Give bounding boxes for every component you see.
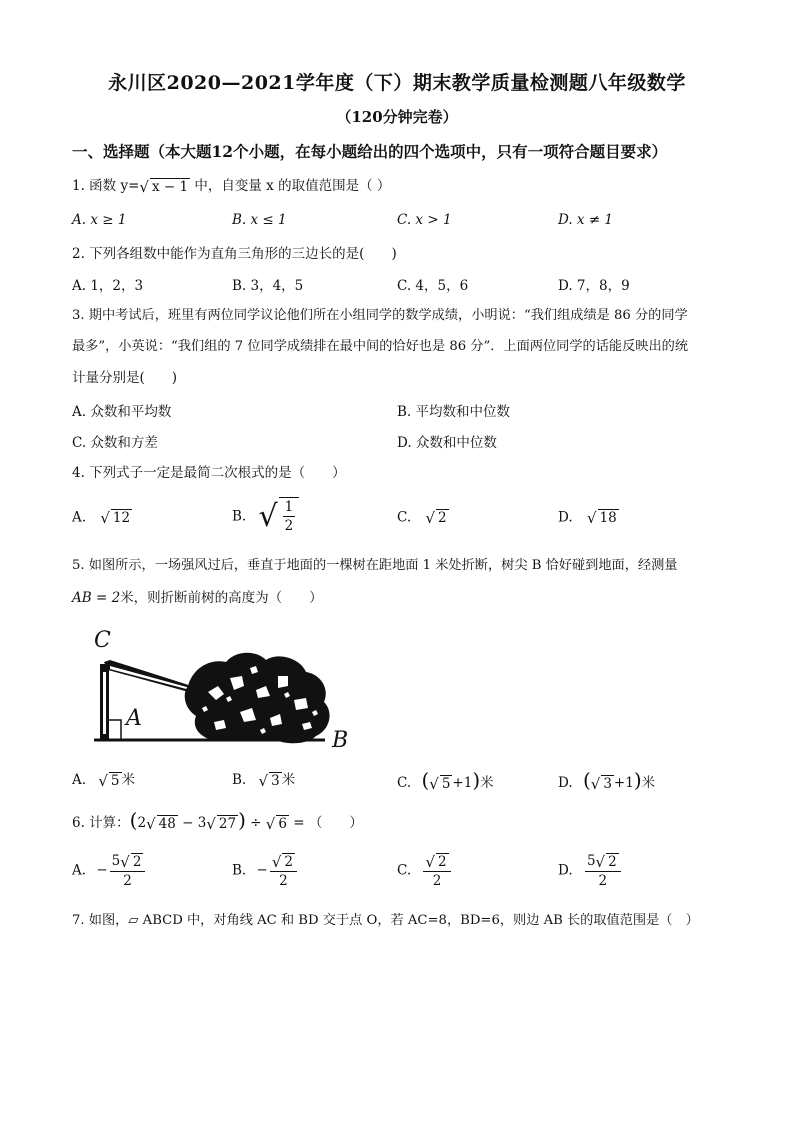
- label-c: C: [94, 628, 111, 653]
- q5-option-c: C. ( √ 5 +1)米: [397, 768, 494, 793]
- right-angle-mark: [109, 720, 121, 740]
- q4-label-b: B.: [232, 508, 247, 525]
- q1-option-c: C. x > 1: [397, 212, 452, 228]
- q2-option-a: A. 1，2，3: [72, 278, 144, 294]
- q3-option-a: A. 众数和平均数: [72, 404, 172, 420]
- page-subtitle: （120分钟完卷）: [336, 108, 458, 126]
- q6-neg-b: −: [256, 862, 268, 879]
- q6-rad-a: 2: [132, 853, 142, 870]
- question-1-post: 中，自变量 x 的取值范围是（ ）: [190, 178, 391, 194]
- q1-option-a: A. x ≥ 1: [72, 212, 127, 228]
- q6-minus-3: − 3: [177, 815, 207, 831]
- question-3-line-1: 3. 期中考试后，班里有两位同学议论他们所在小组同学的数学成绩，小明说：“我们组成绩是 86 分的同学: [72, 308, 688, 323]
- q6-option-b: [232, 852, 299, 890]
- q4-option-d: [558, 509, 619, 527]
- q6-option-c: [397, 852, 453, 890]
- q6-num-coef-d: 5: [586, 853, 596, 869]
- q5-option-a: [72, 768, 135, 790]
- q4-label-c: C.: [397, 509, 412, 526]
- q6-frac-d: 5 √ 2 2: [585, 852, 621, 890]
- q6-num-coef-a: 5: [111, 853, 121, 869]
- q4-radicand-c: 2: [438, 510, 447, 526]
- broken-tree-diagram: [80, 628, 370, 760]
- q6-neg-a: −: [96, 862, 108, 879]
- question-5: [72, 556, 678, 608]
- q6-den-d: 2: [598, 872, 608, 889]
- question-1: [72, 176, 390, 196]
- q6-option-d: [558, 852, 623, 890]
- tree-foliage: [185, 653, 330, 744]
- tree-figure: [80, 628, 370, 760]
- q5-plus-one-c: +1: [452, 775, 473, 791]
- q6-den-c: 2: [432, 872, 442, 889]
- question-7: [72, 910, 699, 931]
- q6-coef-1: 2: [137, 815, 147, 831]
- q5-unit-b: 米: [281, 772, 296, 788]
- q5-unit-d: 米: [641, 775, 656, 791]
- q6-rad-d: 2: [608, 853, 617, 870]
- q5-unit-a: 米: [121, 772, 135, 788]
- q5-radical-a: √ 5: [98, 771, 120, 790]
- q5-option-b: [232, 768, 295, 790]
- section-heading: 一、选择题（本大题12个小题，在每小题给出的四个选项中，只有一项符合题目要求）: [72, 142, 668, 161]
- q4-label-d: D.: [558, 509, 573, 526]
- q6-den-b: 2: [279, 872, 288, 889]
- q6-rad-c: 2: [438, 853, 447, 870]
- q6-den-a: 2: [123, 872, 132, 889]
- q5-label-a: A.: [72, 772, 87, 788]
- q5-radical-c: √ 5: [429, 774, 451, 793]
- question-5-line-2: 米，则折断前树的高度为（ ）: [120, 590, 323, 606]
- q6-option-a: [72, 852, 147, 890]
- q4-radical-b: √ $\frac{1}{2}$: [259, 497, 300, 537]
- q5-label-b: B.: [232, 772, 247, 788]
- question-2: [72, 244, 397, 264]
- q6-frac-b: √ 2 2: [270, 852, 297, 890]
- q6-rad-b: 2: [284, 853, 293, 870]
- q6-label-c: C.: [397, 862, 412, 879]
- q6-label-a: A.: [72, 862, 87, 879]
- q5-ab-expression: AB = 2: [72, 590, 121, 606]
- q2-option-b: B. 3，4，5: [232, 278, 304, 294]
- question-3-line-2: 最多”，小英说：“我们组的 7 位同学成绩排在最中间的恰好也是 86 分”．上面两位同学的话能反映出的统: [72, 339, 689, 354]
- q5-radicand-c: 5: [441, 775, 451, 792]
- q6-frac-a: 5 √ 2 2: [110, 852, 146, 890]
- q5-label-c: C.: [397, 775, 412, 791]
- question-4-text: 4. 下列式子一定是最简二次根式的是（ ）: [72, 465, 346, 481]
- q6-label-b: B.: [232, 862, 247, 879]
- question-7-text: 7. 如图，▱ ABCD 中，对角线 AC 和 BD 交于点 O，若 AC=8，BD=6，则边 AB 长的取值范围是（ ）: [72, 913, 699, 928]
- q1-radicand: x − 1: [151, 178, 189, 195]
- q5-radicand-b: 3: [271, 772, 280, 789]
- q4-radicand-d: 18: [599, 510, 617, 526]
- label-a: A: [126, 706, 142, 731]
- question-6-pre: 6. 计算：: [72, 815, 130, 831]
- q5-radical-d: √ 3: [590, 774, 612, 793]
- q4-radical-d: √ 18: [586, 509, 617, 527]
- question-6: 6. 计算：(2 √ 48 − 3 √ 27 ) ÷ √ 6 = （ ）: [72, 808, 363, 833]
- q6-radicand-48: 48: [158, 815, 176, 832]
- q6-radicand-27: 27: [218, 815, 237, 832]
- q5-radicand-d: 3: [603, 775, 612, 792]
- q2-option-d: D. 7，8，9: [558, 278, 630, 294]
- page-title: 永川区2020—2021学年度（下）期末教学质量检测题八年级数学: [108, 72, 686, 94]
- q3-option-c: C. 众数和方差: [72, 435, 158, 451]
- q3-option-b: B. 平均数和中位数: [397, 404, 511, 420]
- q4-radicand-a: 12: [112, 510, 131, 526]
- q6-radical-48: √ 48: [146, 814, 176, 833]
- q4-radical-a: √ 12: [100, 509, 131, 527]
- q4-fraction: [283, 498, 296, 535]
- q5-unit-c: 米: [480, 775, 494, 791]
- q5-option-d: D. ( √ 3 +1)米: [558, 768, 656, 793]
- q5-radicand-a: 5: [110, 772, 120, 789]
- q1-radical: √ x − 1: [139, 177, 189, 196]
- q6-tail: = （ ）: [288, 815, 363, 831]
- q1-option-b: B. x ≤ 1: [232, 212, 287, 228]
- q5-label-d: D.: [558, 775, 573, 791]
- q4-frac-den: 2: [284, 518, 294, 534]
- q4-option-a: [72, 509, 132, 527]
- q4-frac-num: 1: [284, 499, 294, 515]
- q6-radical-6: √ 6: [265, 814, 287, 833]
- broken-trunk: [104, 660, 198, 694]
- q3-option-d: D. 众数和中位数: [397, 435, 497, 451]
- q4-option-b: [232, 497, 299, 537]
- question-1-pre: 1. 函数 y=: [72, 178, 140, 194]
- question-2-text: 2. 下列各组数中能作为直角三角形的三边长的是( ): [72, 246, 397, 262]
- question-3-line-3: 计量分别是( ): [72, 370, 178, 386]
- label-b: B: [332, 728, 349, 753]
- question-4: [72, 463, 346, 483]
- q6-radicand-6: 6: [278, 815, 287, 832]
- q4-radical-c: √ 2: [425, 509, 447, 527]
- q5-plus-one-d: +1: [613, 775, 634, 791]
- q6-radical-27: √ 27: [206, 814, 237, 833]
- q6-frac-c: √ 2 2: [423, 852, 450, 890]
- q4-option-c: [397, 509, 449, 527]
- question-5-line-1: 5. 如图所示，一场强风过后，垂直于地面的一棵树在距地面 1 米处折断，树尖 B 恰好碰到地面，经测量: [72, 558, 678, 573]
- q1-option-d: D. x ≠ 1: [558, 212, 614, 228]
- q6-label-d: D.: [558, 862, 573, 879]
- q2-option-c: C. 4，5，6: [397, 278, 469, 294]
- q5-radical-b: √ 3: [258, 771, 280, 790]
- q4-label-a: A.: [72, 509, 87, 526]
- question-3: [72, 306, 688, 388]
